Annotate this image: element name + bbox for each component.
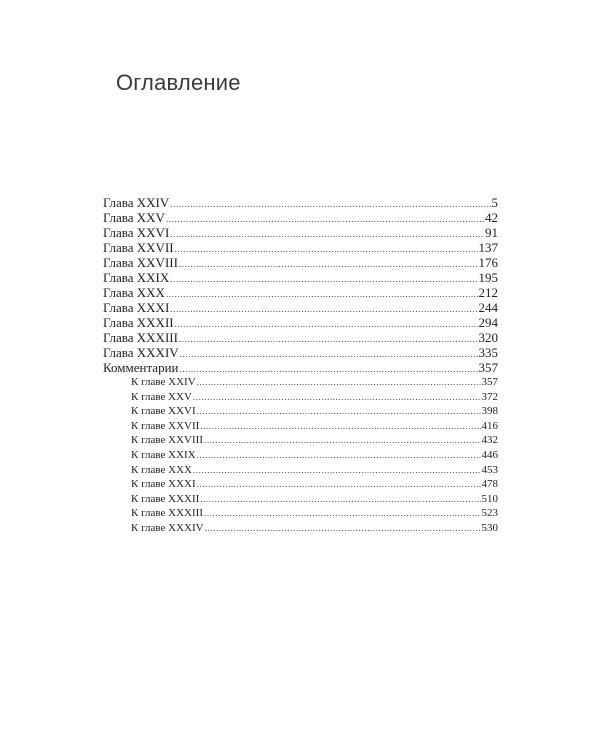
toc-subentry[interactable] <box>131 419 498 434</box>
toc-entry[interactable] <box>103 255 498 270</box>
dot-leader <box>170 227 484 242</box>
toc-entry[interactable] <box>103 300 498 315</box>
toc-subentry[interactable] <box>131 375 498 390</box>
toc-subentry-label: К главе XXXII <box>131 492 200 505</box>
toc-entry[interactable] <box>103 285 498 300</box>
toc-entry-label: Глава XXX <box>103 285 165 300</box>
toc-entry-label: Глава XXV <box>103 210 165 225</box>
dot-leader <box>166 287 478 302</box>
toc-entry-page: 42 <box>485 210 498 225</box>
dot-leader <box>205 521 481 536</box>
toc-entry-page: 357 <box>478 360 498 375</box>
comments-list <box>103 375 498 536</box>
table-of-contents <box>103 195 498 536</box>
toc-subentry-page: 357 <box>481 376 498 388</box>
dot-leader <box>204 506 481 521</box>
toc-subentry-page: 478 <box>481 478 498 491</box>
toc-subentry-label: К главе XXX <box>131 463 193 476</box>
dot-leader <box>197 404 481 419</box>
toc-subentry-page: 416 <box>481 419 498 432</box>
toc-subentry-page: 446 <box>481 448 498 461</box>
toc-entry-page: 176 <box>478 255 498 270</box>
dot-leader <box>180 347 478 362</box>
toc-subentry-label: К главе XXXIII <box>131 507 203 520</box>
dot-leader <box>193 390 480 405</box>
dot-leader <box>175 242 478 257</box>
toc-subentry[interactable] <box>131 433 498 448</box>
toc-subentry-label: К главе XXXIV <box>131 521 204 534</box>
toc-entry-page: 335 <box>478 345 498 360</box>
toc-entry[interactable] <box>103 225 498 240</box>
toc-entry[interactable] <box>103 210 498 225</box>
toc-subentry-page: 510 <box>481 492 498 505</box>
dot-leader <box>197 448 481 463</box>
toc-subentry-label: К главе XXVIII <box>131 434 203 447</box>
toc-entry-label: Глава XXVI <box>103 225 170 240</box>
toc-subentry-label: К главе XXVI <box>131 405 196 418</box>
toc-entry-label: Глава XXIV <box>103 195 170 210</box>
toc-entry[interactable] <box>103 270 498 285</box>
toc-entry-page: 5 <box>491 195 498 210</box>
toc-subentry[interactable] <box>131 404 498 419</box>
dot-leader <box>179 332 478 347</box>
toc-subentry[interactable] <box>131 492 498 507</box>
dot-leader <box>197 375 481 390</box>
dot-leader <box>170 302 477 317</box>
toc-entry-page: 195 <box>478 270 498 285</box>
toc-entry[interactable] <box>103 195 498 210</box>
toc-entry-label: Глава XXIX <box>103 270 170 285</box>
toc-entry-page: 137 <box>478 240 498 255</box>
dot-leader <box>170 272 477 287</box>
comments-section <box>103 375 498 536</box>
toc-entry[interactable] <box>103 330 498 345</box>
dot-leader <box>200 492 480 507</box>
toc-entry-page: 294 <box>478 315 498 330</box>
toc-subentry-page: 530 <box>481 521 498 534</box>
toc-subentry-page: 398 <box>481 405 498 418</box>
toc-subentry-page: 432 <box>481 434 498 447</box>
toc-subentry-page: 453 <box>481 463 498 476</box>
toc-entry-label: Глава XXXII <box>103 315 174 330</box>
toc-entry-comments[interactable] <box>103 360 498 375</box>
toc-entry-page: 91 <box>485 225 498 240</box>
toc-subentry[interactable] <box>131 448 498 463</box>
toc-subentry-label: К главе XXIV <box>131 376 196 388</box>
toc-subentry[interactable] <box>131 521 498 536</box>
toc-entry-page: 212 <box>478 285 498 300</box>
toc-subentry-label: К главе XXV <box>131 390 193 403</box>
toc-entry-label: Комментарии <box>103 360 179 375</box>
dot-leader <box>170 197 490 212</box>
toc-entry-page: 320 <box>478 330 498 345</box>
toc-entry[interactable] <box>103 315 498 330</box>
toc-subentry-label: К главе XXVII <box>131 419 200 432</box>
toc-entry-label: Глава XXVIII <box>103 255 178 270</box>
toc-subentry[interactable] <box>131 463 498 478</box>
dot-leader <box>175 317 478 332</box>
toc-subentry-page: 523 <box>481 507 498 520</box>
page-title: Оглавление <box>116 70 241 95</box>
toc-entry-label: Глава XXXIV <box>103 345 179 360</box>
toc-subentry[interactable] <box>131 390 498 405</box>
toc-entry[interactable] <box>103 240 498 255</box>
toc-subentry-page: 372 <box>481 390 498 403</box>
dot-leader <box>200 419 480 434</box>
dot-leader <box>197 477 481 492</box>
dot-leader <box>166 212 484 227</box>
toc-entry-label: Глава XXXI <box>103 300 170 315</box>
toc-entry[interactable] <box>103 345 498 360</box>
toc-subentry[interactable] <box>131 506 498 521</box>
dot-leader <box>204 433 481 448</box>
dot-leader <box>193 463 480 478</box>
dot-leader <box>179 257 478 272</box>
toc-subentry[interactable] <box>131 477 498 492</box>
toc-subentry-label: К главе XXIX <box>131 448 196 461</box>
toc-subentry-label: К главе XXXI <box>131 478 196 491</box>
toc-entry-label: Глава XXXIII <box>103 330 178 345</box>
toc-entry-label: Глава XXVII <box>103 240 174 255</box>
toc-entry-page: 244 <box>478 300 498 315</box>
